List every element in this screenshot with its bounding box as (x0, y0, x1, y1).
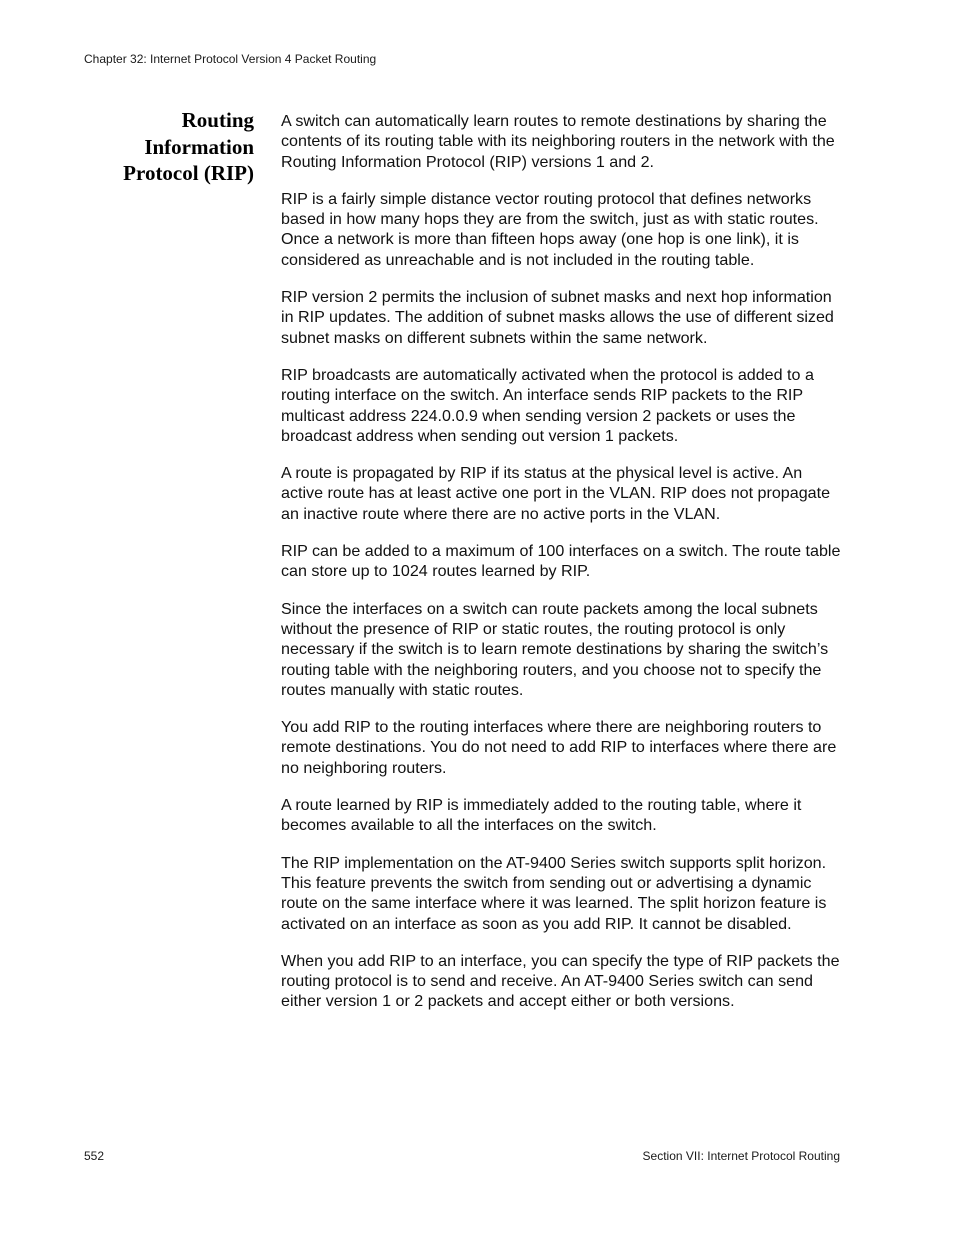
body-paragraph: RIP broadcasts are automatically activated when the protocol is added to a routing interface on the switch. An interface sends RIP packets to the RIP multicast address 224.0.0.9 when sending version 2 packets or uses the broadcast address when sending out version 1 packets. (281, 365, 814, 445)
section-heading-line: Routing (181, 108, 254, 132)
body-paragraph: The RIP implementation on the AT-9400 Series switch supports split horizon. This feature prevents the switch from sending out or advertising a dynamic route on the same interface where it was learned. The split horizon feature is activated on an interface as soon as you add RIP. It cannot be disabled. (281, 853, 827, 933)
section-heading-line: Information (144, 134, 254, 159)
body-paragraph: RIP version 2 permits the inclusion of subnet masks and next hop information in RIP updates. The addition of subnet masks allows the use of different sized subnet masks on different subnets within the same network. (281, 288, 834, 347)
body-paragraph: Since the interfaces on a switch can route packets among the local subnets without the presence of RIP or static routes, the routing protocol is only necessary if the switch is to learn remote destinations by sharing the switch’s routing table with the neighboring routers, and you choose not to specify the routes manually with static routes. (281, 599, 829, 699)
body-paragraph: A route is propagated by RIP if its status at the physical level is active. An active route has at least active one port in the VLAN. RIP does not propagate an inactive route where there are no active ports in the VLAN. (281, 464, 831, 523)
body-paragraph: RIP can be added to a maximum of 100 interfaces on a switch. The route table can store up to 1024 routes learned by RIP. (281, 542, 841, 581)
section-body (281, 111, 843, 1029)
body-paragraph: A route learned by RIP is immediately added to the routing table, where it becomes available to all the interfaces on the switch. (281, 796, 802, 835)
body-paragraph: RIP is a fairly simple distance vector routing protocol that defines networks based in how many hops they are from the switch, just as with static routes. Once a network is more than fifteen hops away (one hop is one link), it is considered as unreachable and is not included in the routing table. (281, 189, 819, 269)
body-paragraph: You add RIP to the routing interfaces where there are neighboring routers to remote destinations. You do not need to add RIP to interfaces where there are no neighboring routers. (281, 718, 837, 777)
footer-section-title: Section VII: Internet Protocol Routing (642, 1149, 840, 1163)
section-heading (84, 107, 254, 187)
body-paragraph: A switch can automatically learn routes to remote destinations by sharing the contents of its routing table with its neighboring routers in the network with the Routing Information Protocol (RIP) versions 1 and 2. (281, 112, 835, 171)
running-header: Chapter 32: Internet Protocol Version 4 Packet Routing (84, 52, 377, 66)
page-number: 552 (84, 1149, 105, 1163)
section-heading-line: Protocol (RIP) (123, 161, 254, 185)
body-paragraph: When you add RIP to an interface, you can specify the type of RIP packets the routing protocol is to send and receive. An AT-9400 Series switch can send either version 1 or 2 packets and accept either or both versions. (281, 951, 840, 1011)
